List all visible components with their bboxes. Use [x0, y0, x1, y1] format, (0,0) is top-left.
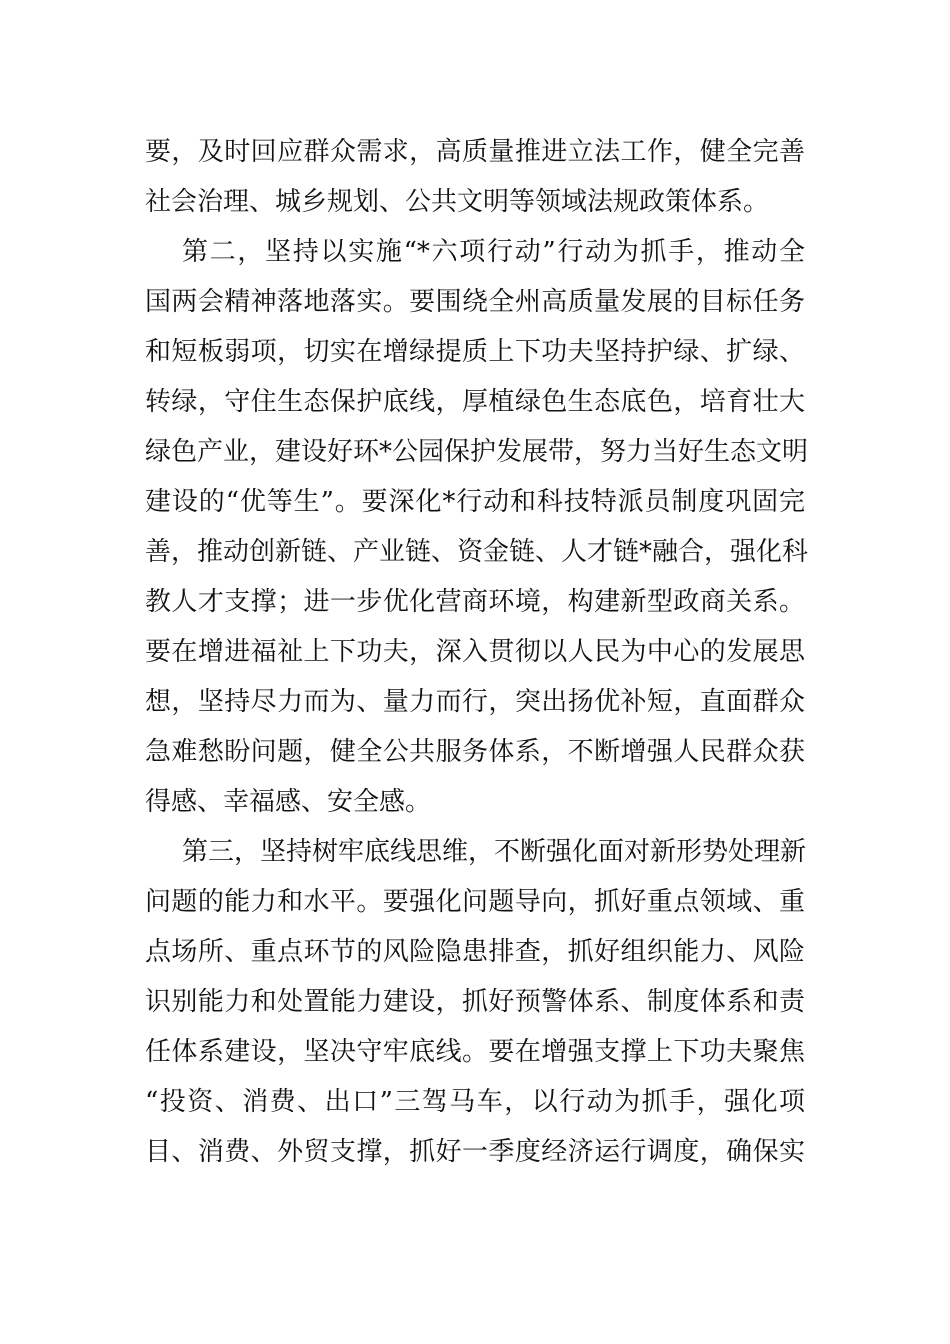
body-text	[145, 127, 809, 1177]
text-line: 国两会精神落地落实。要围绕全州高质量发展的目标任务	[145, 287, 805, 317]
paragraph-start-line: 第三，坚持树牢底线思维，不断强化面对新形势处理新	[182, 837, 807, 867]
text-line: 转绿，守住生态保护底线，厚植绿色生态底色，培育壮大	[145, 387, 805, 417]
text-line: 绿色产业，建设好环*公园保护发展带，努力当好生态文明	[145, 437, 809, 467]
text-line: 善，推动创新链、产业链、资金链、人才链*融合，强化科	[145, 537, 809, 567]
text-line: 想，坚持尽力而为、量力而行，突出扬优补短，直面群众	[145, 687, 805, 717]
text-line: 得感、幸福感、安全感。	[145, 787, 432, 817]
text-line: 要，及时回应群众需求，高质量推进立法工作，健全完善	[145, 137, 805, 167]
text-line: “投资、消费、出口”三驾马车，以行动为抓手，强化项	[145, 1087, 805, 1117]
text-line: 建设的“优等生”。要深化*行动和科技特派员制度巩固完	[145, 487, 805, 517]
text-line: 点场所、重点环节的风险隐患排查，抓好组织能力、风险	[145, 937, 805, 967]
text-line: 问题的能力和水平。要强化问题导向，抓好重点领域、重	[145, 887, 805, 917]
text-line: 识别能力和处置能力建设，抓好预警体系、制度体系和责	[145, 987, 805, 1017]
text-line: 目、消费、外贸支撑，抓好一季度经济运行调度，确保实	[145, 1137, 805, 1167]
text-line: 任体系建设，坚决守牢底线。要在增强支撑上下功夫聚焦	[145, 1037, 805, 1067]
text-line: 急难愁盼问题，健全公共服务体系，不断增强人民群众获	[145, 737, 805, 767]
text-line: 要在增进福祉上下功夫，深入贯彻以人民为中心的发展思	[145, 637, 805, 667]
text-line: 社会治理、城乡规划、公共文明等领域法规政策体系。	[145, 187, 770, 217]
text-line: 教人才支撑；进一步优化营商环境，构建新型政商关系。	[145, 587, 805, 617]
paragraph-start-line: 第二，坚持以实施“*六项行动”行动为抓手，推动全	[182, 237, 805, 267]
text-line: 和短板弱项，切实在增绿提质上下功夫坚持护绿、扩绿、	[145, 337, 805, 367]
